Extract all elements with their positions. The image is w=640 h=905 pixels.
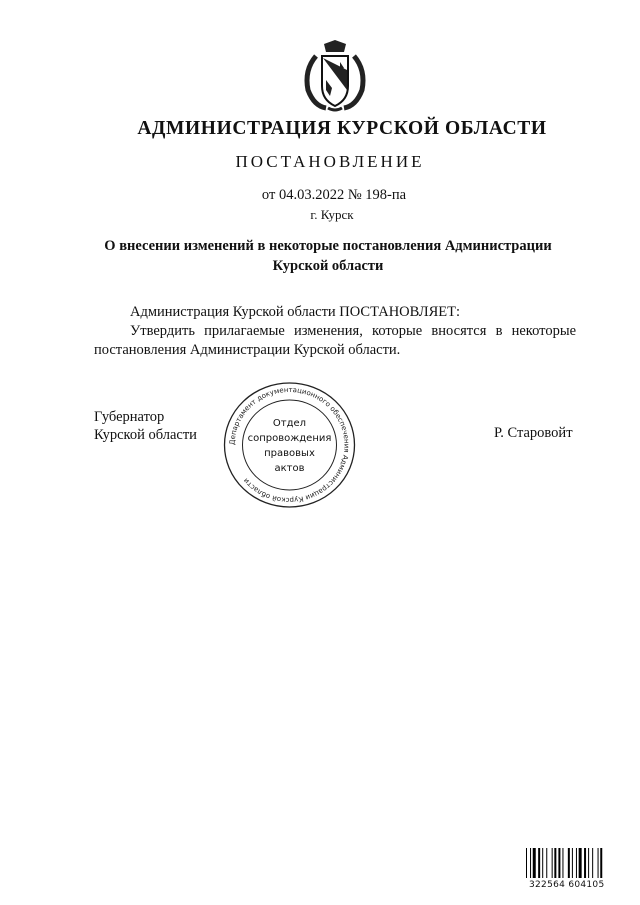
barcode-bar bbox=[592, 848, 593, 878]
body-paragraph-1: Администрация Курской области ПОСТАНОВЛЯЕТ: bbox=[130, 304, 461, 320]
barcode bbox=[526, 848, 626, 878]
stamp-line-3: правовых bbox=[264, 448, 315, 459]
barcode-bar bbox=[546, 848, 547, 878]
title-line-2: Курской области bbox=[272, 258, 384, 274]
barcode-bar bbox=[600, 848, 602, 878]
barcode-bar bbox=[568, 848, 570, 878]
city: г. Курск bbox=[310, 207, 354, 222]
official-stamp bbox=[222, 382, 357, 508]
stamp-line-2: сопровождения bbox=[247, 433, 332, 444]
barcode-bar bbox=[542, 848, 543, 878]
barcode-bar bbox=[558, 848, 560, 878]
signatory-position bbox=[94, 408, 197, 444]
barcode-bar bbox=[530, 848, 531, 878]
body-paragraph-2-line-1: Утвердить прилагаемые изменения, которые вносятся в некоторые bbox=[130, 323, 576, 339]
title-line-1: О внесении изменений в некоторые постановления Администрации bbox=[104, 238, 552, 254]
barcode-bar bbox=[554, 848, 556, 878]
organization-name: АДМИНИСТРАЦИЯ КУРСКОЙ ОБЛАСТИ bbox=[137, 118, 547, 139]
date-and-number: от 04.03.2022 № 198-па bbox=[261, 187, 407, 203]
barcode-bar bbox=[572, 848, 573, 878]
barcode-number: 322564 604105 bbox=[529, 880, 605, 890]
stamp-line-1: Отдел bbox=[272, 418, 307, 429]
barcode-bar bbox=[538, 848, 540, 878]
barcode-bar bbox=[579, 848, 582, 878]
stamp-ring-text: Департамент документационного обеспечения Администрации Курской области bbox=[228, 385, 351, 505]
document-type: ПОСТАНОВЛЕНИЕ bbox=[235, 152, 425, 171]
barcode-bar bbox=[576, 848, 577, 878]
barcode-bar bbox=[526, 848, 527, 878]
barcode-bar bbox=[562, 848, 563, 878]
document-title bbox=[8, 236, 640, 276]
position-line-1: Губернатор bbox=[94, 409, 165, 425]
svg-text:Департамент документационного bbox=[228, 386, 350, 504]
barcode-bar bbox=[598, 848, 599, 878]
barcode-bar bbox=[584, 848, 586, 878]
coat-of-arms-emblem bbox=[296, 40, 374, 114]
body-paragraph-2-line-2: постановления Администрации Курской области. bbox=[94, 342, 401, 358]
stamp-line-4: актов bbox=[274, 463, 305, 474]
position-line-2: Курской области bbox=[94, 427, 197, 443]
barcode-bar bbox=[552, 848, 553, 878]
barcode-bar bbox=[588, 848, 589, 878]
barcode-bar bbox=[533, 848, 536, 878]
signatory-name: Р. Старовойт bbox=[494, 425, 573, 441]
